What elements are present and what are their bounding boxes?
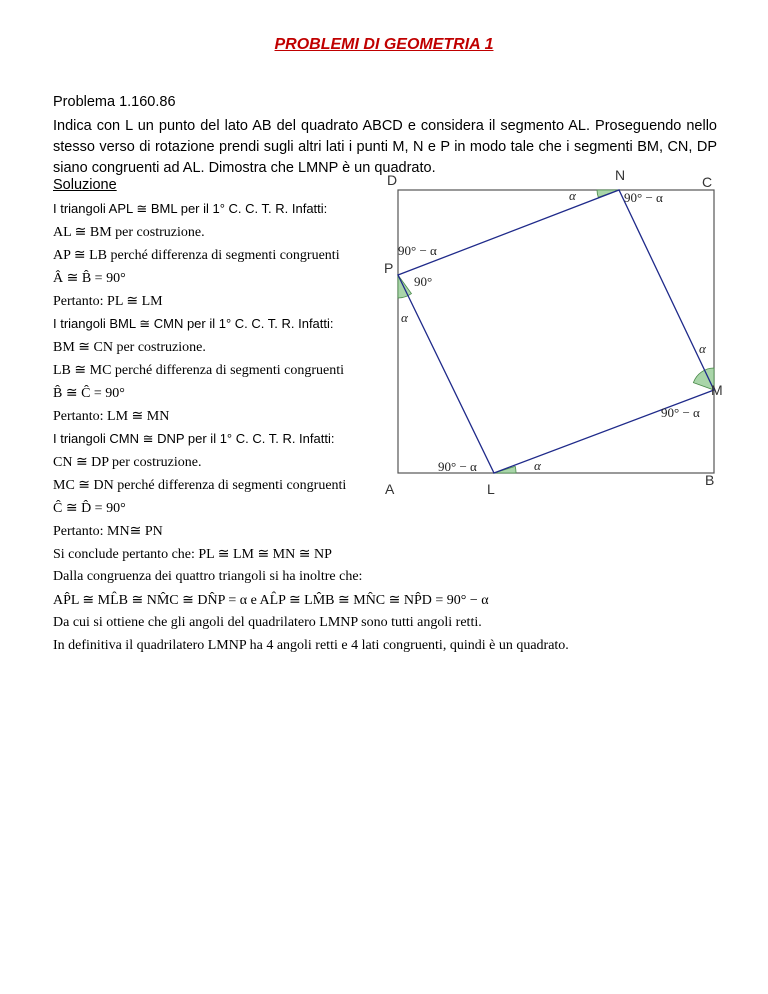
angle-label-n-alpha: α: [569, 188, 576, 203]
square-abcd: [398, 190, 714, 473]
proof-line: BM ≅ CN per costruzione.: [53, 340, 206, 355]
proof-line: Ĉ ≅ D̂ = 90°: [53, 501, 126, 516]
angle-label-l-alpha: α: [534, 458, 541, 473]
proof-line: I triangoli APL ≅ BML per il 1° C. C. T. R. Infatti:: [53, 201, 328, 216]
proof-line: CN ≅ DP per costruzione.: [53, 455, 202, 470]
geometry-figure: [384, 165, 724, 505]
label-b: B: [705, 472, 715, 488]
label-p: P: [384, 260, 394, 276]
angle-label-p-90-alpha: 90° − α: [398, 243, 437, 258]
label-m: M: [711, 382, 723, 398]
proof-line: B̂ ≅ Ĉ = 90°: [53, 386, 125, 401]
angle-label-m-90-alpha: 90° − α: [661, 405, 700, 420]
proof-line: Pertanto: PL ≅ LM: [53, 294, 163, 309]
solution-heading: Soluzione: [53, 177, 117, 193]
quadrilateral-lmnp: [398, 190, 714, 473]
angle-label-m-alpha: α: [699, 341, 706, 356]
conclusion-line: AP̂L ≅ ML̂B ≅ NM̂C ≅ DN̂P = α e AL̂P ≅ LM̂B ≅ MN̂C ≅ NP̂D = 90° − α: [53, 593, 489, 608]
label-n: N: [615, 167, 626, 183]
label-a: A: [385, 481, 395, 497]
label-d: D: [387, 172, 398, 188]
angle-label-n-90-alpha: 90° − α: [624, 190, 663, 205]
angle-label-p-alpha: α: [401, 310, 408, 325]
proof-line: AP ≅ LB perché differenza di segmenti congruenti: [53, 248, 340, 263]
conclusion-line: Si conclude pertanto che: PL ≅ LM ≅ MN ≅ NP: [53, 547, 332, 562]
proof-line: I triangoli BML ≅ CMN per il 1° C. C. T. R. Infatti:: [53, 316, 334, 331]
conclusion-line: Pertanto: MN≅ PN: [53, 524, 163, 539]
document-title: PROBLEMI DI GEOMETRIA 1: [274, 36, 494, 53]
conclusion-line: Dalla congruenza dei quattro triangoli si ha inoltre che:: [53, 569, 363, 584]
proof-line: MC ≅ DN perché differenza di segmenti congruenti: [53, 478, 347, 493]
problem-number: Problema 1.160.86: [53, 94, 176, 110]
proof-line: LB ≅ MC perché differenza di segmenti congruenti: [53, 363, 344, 378]
proof-line: Â ≅ B̂ = 90°: [53, 271, 126, 286]
conclusion-line: Da cui si ottiene che gli angoli del quadrilatero LMNP sono tutti angoli retti.: [53, 615, 482, 630]
proof-line: Pertanto: LM ≅ MN: [53, 409, 170, 424]
conclusion-line: In definitiva il quadrilatero LMNP ha 4 angoli retti e 4 lati congruenti, quindi è un quadrato.: [53, 638, 569, 653]
proof-line: AL ≅ BM per costruzione.: [53, 225, 205, 240]
label-c: C: [702, 174, 713, 190]
problem-statement: Indica con L un punto del lato AB del quadrato ABCD e considera il segmento AL. Proseguendo nello stesso verso di rotazione prendi sugli altri lati i punti M, N e P in modo tale che i segmenti BM, CN, DP siano congruenti ad AL. Dimostra che LMNP è un quadrato.: [53, 118, 717, 176]
angle-label-l-90-alpha: 90° − α: [438, 459, 477, 474]
angle-label-p-90: 90°: [414, 274, 433, 289]
label-l: L: [487, 481, 495, 497]
proof-line: I triangoli CMN ≅ DNP per il 1° C. C. T. R. Infatti:: [53, 431, 335, 446]
